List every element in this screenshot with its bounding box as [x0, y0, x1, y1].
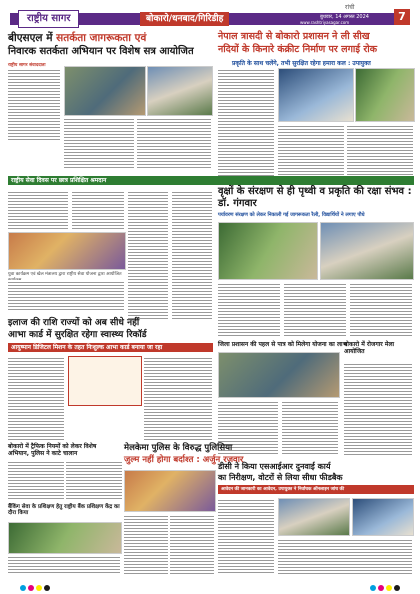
masthead	[0, 0, 420, 28]
column-mid-body-2	[172, 190, 212, 320]
story11-photo	[8, 522, 122, 554]
story5-body-2	[144, 356, 212, 440]
edition-date: बुधवार, 14 अगस्त 2024	[320, 14, 369, 20]
story5-infographic	[68, 356, 142, 406]
story4-photo-2	[320, 222, 414, 280]
magenta-swatch-right	[378, 585, 384, 591]
story3-body-2	[72, 190, 124, 230]
story6-headline: जिला प्रशासन की पहल से पात्र को मिलेगा योजना का लाभ	[218, 341, 347, 348]
story8-body-2	[170, 514, 214, 574]
story4-body-3	[350, 282, 412, 338]
story9-photo	[278, 498, 350, 536]
story9-body-2	[278, 538, 412, 574]
story5-band: आयुष्मान डिजिटल मिशन के तहत निःशुल्क आभा कार्ड बनाया जा रहा	[8, 343, 213, 352]
story9-body	[218, 498, 274, 574]
story1-photo	[64, 66, 146, 116]
black-swatch	[44, 585, 50, 591]
story3-body	[8, 190, 68, 230]
story8-photo	[124, 470, 216, 512]
cyan-swatch-right	[370, 585, 376, 591]
story8-headline: मेलकेमा पुलिस के विरुद्ध पुलिसिया	[124, 443, 233, 453]
edition-city: रांची	[345, 4, 355, 11]
story9-photo-2	[352, 498, 414, 536]
page-number: 7	[394, 9, 410, 25]
story8-body	[124, 514, 168, 574]
story2-headline: नेपाल त्रासदी से बोकारो प्रशासन ने ली सीख	[218, 31, 370, 42]
section-title: बोकारो/धनबाद/गिरिडीह	[140, 12, 229, 26]
story6-sidebar-body	[344, 362, 412, 456]
story2-photo	[278, 68, 354, 122]
story9-headline: डीसी ने किया एसआईआर दुनवाई कार्य	[218, 462, 331, 471]
story2-body	[218, 68, 274, 178]
story6-photo	[218, 352, 340, 398]
story3-body-3	[8, 280, 124, 310]
story4-headline: वृक्षों के संरक्षण से ही पृथ्वी व प्रकृति की रक्षा संभव : डॉ. गंगवार	[218, 186, 412, 209]
story5-body	[8, 356, 64, 440]
story9-headline-line2: का निरीक्षण, वोटरों से लिया सीधा फीडबैक	[218, 473, 343, 482]
story4-subheadline: पर्यावरण संरक्षण को लेकर निकाली गई जागरूकता रैली, विद्यार्थियों ने लगाए पौधे	[218, 212, 365, 218]
story11-body	[8, 555, 120, 575]
story4-body-2	[284, 282, 346, 338]
story1-body	[8, 68, 60, 140]
story1-body-2	[64, 117, 134, 169]
story8-headline-line2: जुल्म नहीं होगा बर्दाश्त : अर्जुन रजवार	[124, 455, 244, 465]
story3-photo	[8, 232, 126, 270]
story7-body-2	[66, 460, 122, 500]
black-swatch-right	[394, 585, 400, 591]
story1-photo-2	[147, 66, 213, 116]
website-url: www.rashtriyasagar.com	[300, 20, 350, 25]
story4-body	[218, 282, 280, 338]
story5-headline: इलाज की राशि राज्यों को अब सीधे नहीं	[8, 318, 140, 328]
footer-color-bar	[0, 582, 420, 594]
story2-body-2	[278, 124, 344, 178]
story9-band: आवेदन की जानकारी का आवेदन, उपायुक्त ने निर्वाचक ऑनलाइन जांच की	[218, 485, 414, 494]
story7-body	[8, 460, 64, 500]
story1-headline	[8, 32, 213, 44]
story2-headline-line2: नदियों के किनारे कंक्रीट निर्माण पर लगाई रोक	[218, 44, 377, 55]
story4-photo	[218, 222, 318, 280]
story1-headline-line2: निवारक सतर्कता अभियान पर विशेष सत्र आयोजित	[8, 46, 194, 57]
story5-headline-line2: आभा कार्ड में सुरक्षित रहेगा स्वास्थ्य रिकॉर्ड	[8, 330, 147, 340]
yellow-swatch-right	[386, 585, 392, 591]
story1-headline-part2: सतर्कता जागरूकता एवं	[56, 32, 147, 44]
story6-sidebar-headline: बोकारो में रोजगार मेला आयोजित	[344, 341, 395, 355]
story3-band: राष्ट्रीय सेवा दिवस पर छात्र प्रशिक्षित श्रमदान	[8, 176, 414, 185]
story2-subheadline: प्रकृति के साथ चलेंगे, तभी सुरक्षित रहेगा हमारा कल : उपायुक्त	[232, 60, 371, 67]
story1-headline-part1: बीएसएल में	[8, 32, 57, 44]
story3-caption: युवा कार्यक्रम एवं खेल मंत्रालय द्वारा राष्ट्रीय सेवा योजना द्वारा आयोजित	[8, 272, 122, 277]
story1-byline: राष्ट्रीय सागर संवाददाता	[8, 63, 46, 68]
yellow-swatch	[36, 585, 42, 591]
story2-photo-2	[355, 68, 415, 122]
cyan-swatch	[20, 585, 26, 591]
newspaper-brand: राष्ट्रीय सागर	[18, 10, 79, 28]
story11-headline: बैंकिंग सेवा के प्रशिक्षण हेतु राष्ट्रीय बैंक प्रशिक्षण केंद्र का दौरा किया	[8, 504, 120, 517]
story7-headline: बोकारो में ट्रैफिक नियमों को लेकर विशेष अभियान, पुलिस ने काटे चालान	[8, 443, 97, 457]
column-mid-body	[128, 190, 168, 320]
story1-body-3	[137, 117, 211, 169]
story2-body-3	[347, 124, 413, 178]
magenta-swatch	[28, 585, 34, 591]
